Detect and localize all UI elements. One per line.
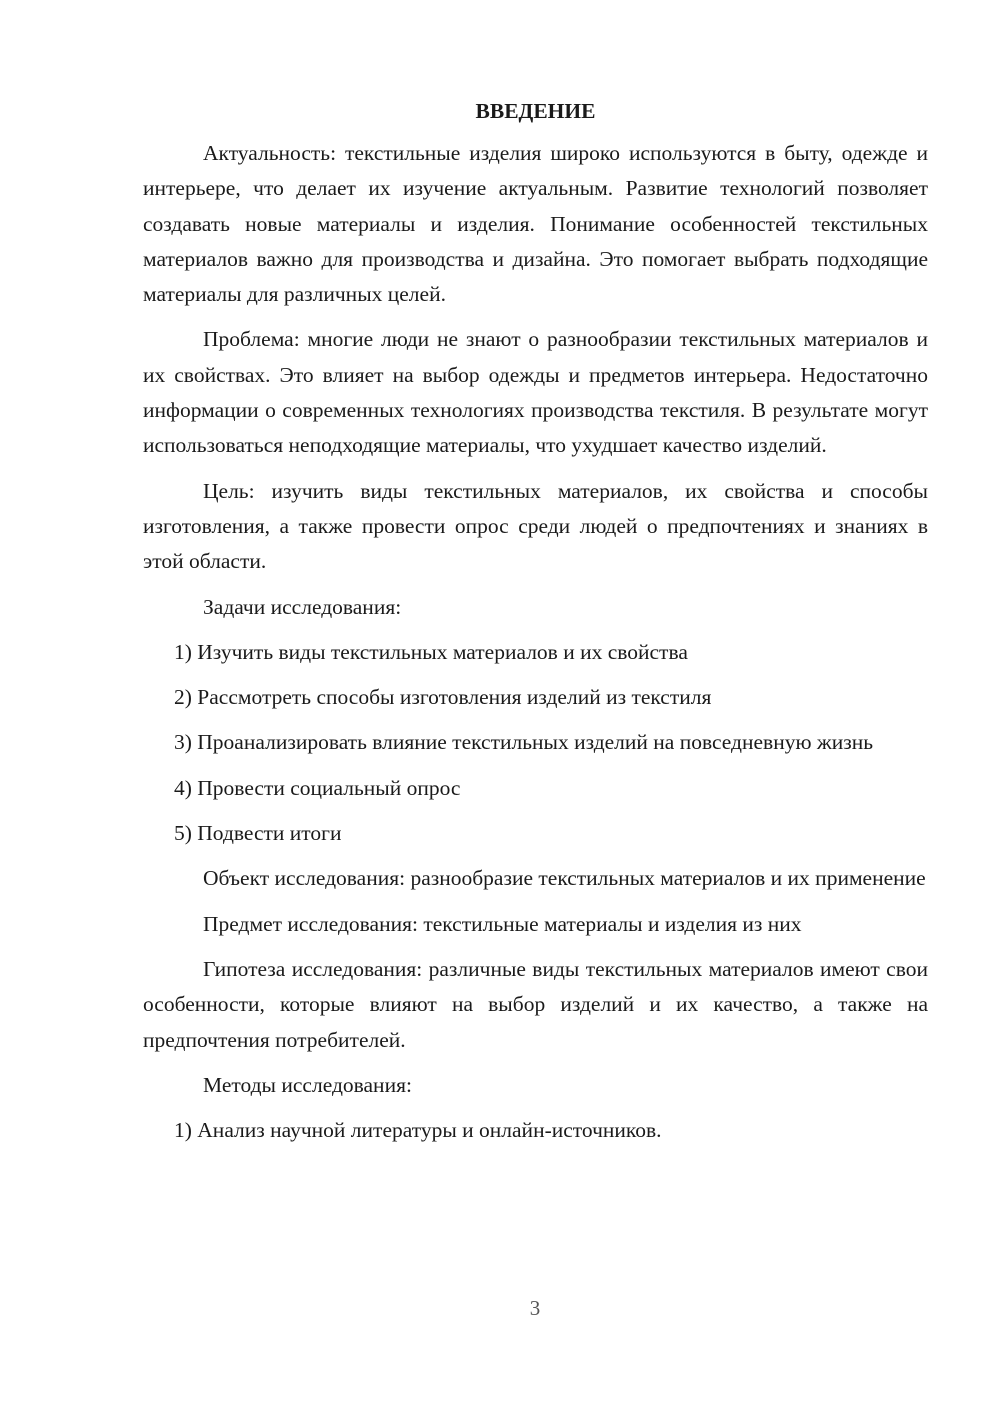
task-item-2: 2) Рассмотреть способы изготовления изделий из текстиля bbox=[174, 685, 712, 710]
tasks-heading: Задачи исследования: bbox=[203, 594, 402, 619]
object-paragraph: Объект исследования: разнообразие текстильных материалов и их применение bbox=[203, 866, 926, 891]
relevance-paragraph: Актуальность: текстильные изделия широко используются в быту, одежде и интерьере, что делает их изучение актуальным. Развитие технологий позволяет создавать новые материалы и изделия. Понимание особенностей текстильных материалов важно для производства и дизайна. Это помогает выбрать подходящие материалы для различных целей. bbox=[143, 141, 928, 307]
method-item-1: 1) Анализ научной литературы и онлайн-источников. bbox=[174, 1118, 662, 1143]
hypothesis-paragraph: Гипотеза исследования: различные виды текстильных материалов имеют свои особенности, которые влияют на выбор изделий и их качество, а также на предпочтения потребителей. bbox=[143, 956, 928, 1052]
goal-paragraph: Цель: изучить виды текстильных материалов, их свойства и способы изготовления, а также провести опрос среди людей о предпочтениях и знаниях в этой области. bbox=[143, 478, 928, 574]
page-number: 3 bbox=[529, 1296, 541, 1320]
task-item-5: 5) Подвести итоги bbox=[174, 821, 342, 846]
methods-heading: Методы исследования: bbox=[203, 1072, 412, 1097]
task-item-4: 4) Провести социальный опрос bbox=[174, 775, 461, 800]
problem-paragraph: Проблема: многие люди не знают о разнообразии текстильных материалов и их свойствах. Это влияет на выбор одежды и предметов интерьера. Недостаточно информации о современных технологиях производства текстиля. В результате могут использоваться неподходящие материалы, что ухудшает качество изделий. bbox=[143, 327, 928, 458]
subject-paragraph: Предмет исследования: текстильные материалы и изделия из них bbox=[203, 911, 802, 936]
section-title: ВВЕДЕНИЕ bbox=[475, 99, 596, 123]
document-page bbox=[143, 96, 928, 1158]
task-item-1: 1) Изучить виды текстильных материалов и их свойства bbox=[174, 639, 688, 664]
task-item-3: 3) Проанализировать влияние текстильных изделий на повседневную жизнь bbox=[174, 730, 874, 755]
